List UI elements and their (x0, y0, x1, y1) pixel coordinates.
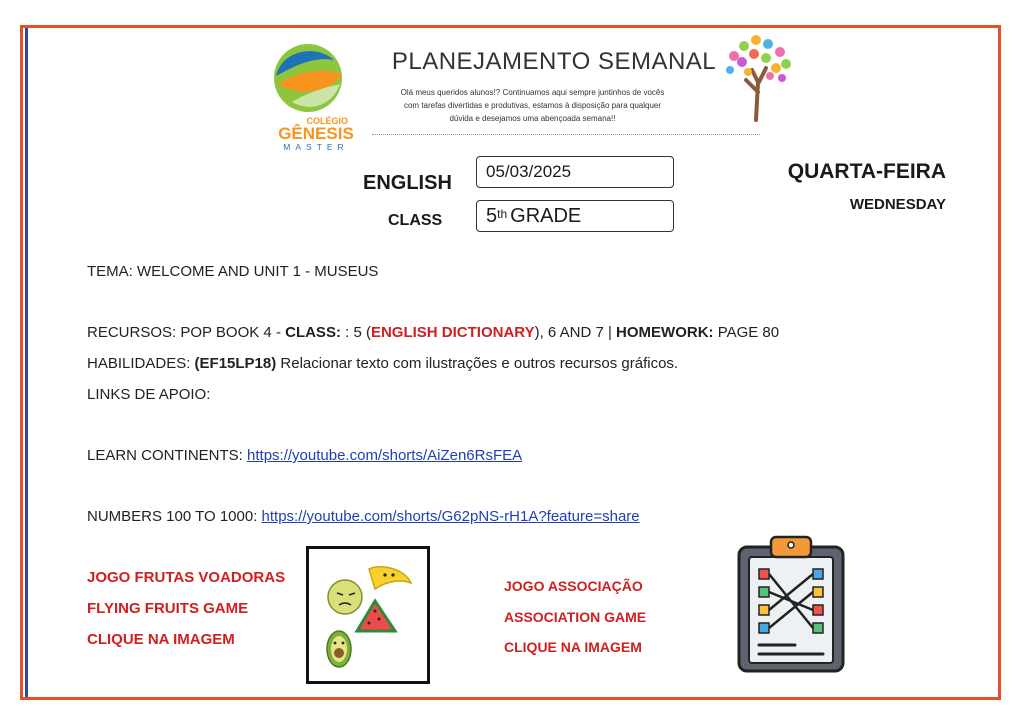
subject-label: ENGLISH (363, 172, 452, 194)
numbers-link[interactable]: https://youtube.com/shorts/G62pNS-rH1A?feature=share (261, 508, 640, 525)
tema-line: TEMA: WELCOME AND UNIT 1 - MUSEUS (87, 263, 379, 280)
association-clipboard-icon[interactable] (735, 533, 847, 675)
recursos-dictionary: ENGLISH DICTIONARY (370, 324, 535, 341)
link1-label: LEARN CONTINENTS: (87, 447, 248, 464)
game2-title-en: ASSOCIATION GAME (504, 609, 647, 625)
link2-label: NUMBERS 100 TO 1000: (87, 508, 262, 525)
links-label: LINKS DE APOIO: (87, 386, 211, 403)
logo-college-text: COLÉGIO (306, 116, 348, 126)
logo-master-text: MASTER (283, 142, 349, 152)
logo-name-text: GÊNESIS (278, 124, 354, 143)
game1-title-pt: JOGO FRUTAS VOADORAS (87, 569, 286, 586)
day-portuguese: QUARTA-FEIRA (787, 160, 946, 183)
learn-continents-link[interactable]: https://youtube.com/shorts/AiZen6RsFEA (247, 447, 523, 464)
grade-field (476, 200, 674, 232)
colorful-tree-icon (722, 32, 794, 122)
welcome-line-3: dúvida e desejamos uma abençoada semana!! (449, 114, 616, 123)
habilidades-code: (EF15LP18) (194, 355, 277, 372)
page-title: PLANEJAMENTO SEMANAL (391, 48, 717, 75)
flying-fruits-image[interactable] (306, 546, 430, 684)
recursos-class-label: CLASS: (285, 324, 341, 341)
grade-text: GRADE (510, 204, 582, 227)
game1-click-hint: CLIQUE NA IMAGEM (87, 631, 235, 648)
day-english: WEDNESDAY (849, 196, 946, 213)
welcome-line-2: com tarefas divertidas e produtivas, estamos à disposição para qualquer (403, 101, 662, 110)
class-label: CLASS (388, 212, 443, 229)
date-field (476, 156, 674, 188)
recursos-homework-label: HOMEWORK: (616, 324, 714, 341)
habilidades-line (87, 355, 678, 372)
recursos-pages-a: : 5 ( (340, 324, 371, 341)
welcome-line-1: Olá meus queridos alunos!? Continuamos aqui sempre juntinhos de vocês (400, 88, 665, 97)
game2-click-hint: CLIQUE NA IMAGEM (504, 639, 642, 655)
game2-title-pt: JOGO ASSOCIAÇÃO (504, 578, 643, 594)
welcome-message (380, 86, 685, 125)
game1-title-en: FLYING FRUITS GAME (87, 600, 249, 617)
recursos-prefix: RECURSOS: POP BOOK 4 - (87, 324, 286, 341)
frame-accent-line (25, 28, 28, 697)
fruits-illustration (309, 549, 427, 681)
link2-line (87, 508, 640, 525)
recursos-homework-value: PAGE 80 (713, 324, 780, 341)
habilidades-text: Relacionar texto com ilustrações e outros recursos gráficos. (276, 355, 679, 372)
grade-suffix: th (497, 207, 508, 221)
habilidades-prefix: HABILIDADES: (87, 355, 195, 372)
recursos-line (87, 324, 779, 341)
recursos-pages-b: ), 6 AND 7 | (534, 324, 617, 341)
school-logo (268, 40, 368, 152)
date-value: 05/03/2025 (486, 162, 572, 181)
header-divider (372, 134, 760, 135)
link1-line (87, 447, 522, 464)
grade-number: 5 (486, 204, 498, 227)
